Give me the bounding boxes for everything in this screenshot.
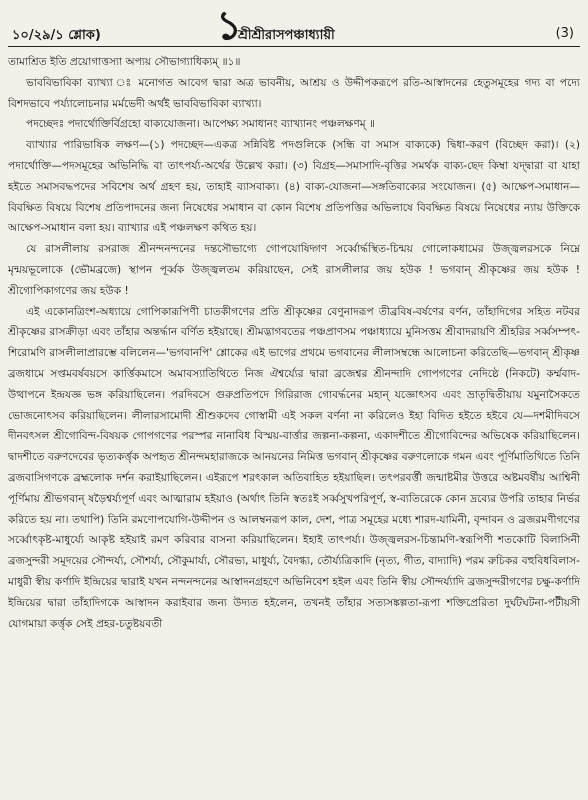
header-rule <box>8 46 580 47</box>
verse-reference: ১০/২৯/১ শ্লোক) <box>12 28 101 43</box>
paragraph: এই একোনত্রিংশ-অধ্যায়ে গোপিকারূপিণী চাতকীগণের প্রতি শ্রীকৃষ্ণের বেণুনাদরূপ তীব্রবিষ-বর্ষণের বর্ণন, তাঁহাদিগের সহিত নটবর শ্রীকৃষ্ণের রাসক্রীড়া এবং তাঁহার অন্তর্দ্ধান বর্ণিত হইয়াছে। শ্রীমদ্ভাগবতের পঞ্চপ্রাণসম পঞ্চাধ্যায়ে মুনিসত্তম শ্রীবাদরায়ণি শ্রীহরির সর্ব্বসম্পৎ-শিরোমণি রাসলীলাপ্রারম্ভে বলিলেন—'ভগবানপি' শ্লোকের এই ভাগের প্রথমে ভগবানের লীলাসম্বন্ধে আলোচনা করিতেছি—ভগবান্‌ শ্রীকৃষ্ণ ব্রজধামে সপ্তমবর্ষবয়সে কার্ত্তিকমাসে অমাবস্যাতিথিতে নিজ ঐশ্বর্য্যের দ্বারা ব্রজেশ্বর শ্রীনন্দাদি গোপগণের নেদিষ্ঠে (নিকটে) কর্ম্মবাদ-উত্থাপনে ইন্দ্রযজ্ঞ ভঙ্গ করিয়াছিলেন। পরদিবসে গুরুপ্রতিপদে গিরিরাজ গোবর্দ্ধনের মহান্‌ যজ্ঞোৎসব এবং ভ্রাতৃদ্বিতীয়ায় যমুনাসৈকতে ভোজনোৎসব করিয়াছিলেন। লীলারসামোদী শ্রীশুকদেব গোস্বামী এই সকল বর্ণনা না করিলেও ইহা বিদিত হইতে হইবে যে—দশমীদিবসে দীনবৎসল শ্রীগোবিন্দ-বিষয়ক গোপগণের পরস্পর নানাবিধ বিস্ময়-বার্ত্তার জল্পনা-কল্পনা, একাদশীতে শ্রীগোবিন্দের অভিষেক করিয়াছিলেন। দ্বাদশীতে বরুণদেবের ভৃত্যকর্ত্তৃক অপহৃত শ্রীনন্দমহারাজকে আনয়নের নিমিত্ত ভগবান্‌ শ্রীকৃষ্ণের বরুণলোকে গমন এবং পূর্ণিমাতিথিতে তিনি ব্রজবাসিগণকে ব্রহ্মলোক দর্শন করাইয়াছিলেন। এইরূপে শরৎকাল অতিবাহিত হইয়াছিল। তৎপরবর্ত্তী জন্মাষ্টমীর উত্তরে অষ্টমবর্ষীয় আশ্বিনী পূর্ণিমায় শ্রীভগবান্‌ ষড়ৈশ্বর্য্যপূর্ণ এবং আত্মারাম হইয়াও (অর্থাৎ তিনি স্বতঃই সর্ব্বসুখপরিপূর্ণ, স্ব-ব্যতিরেকে কোন দ্রব্যের উপরি তাহার নির্ভর করিতে হয় না। তথাপি) তিনি রমণোপযোগি-উদ্দীপন ও আলম্বনরূপ কাল, দেশ, পাত্র সমূহের মধ্যে শারদ-যামিনী, বৃন্দাবন ও ব্রজরমণীগণের সর্ব্বোৎকৃষ্ট-মাধুর্য্যে আকৃষ্ট হইয়াই রমণ করিবার বাসনা করিয়াছিলেন। ইহাই তাৎপর্য্য। উজ্জ্বলরস-চিন্তামণি-স্বরূপিণী শতকোটি বিলাসিনী ব্রজসুন্দরী সমূদয়ের সৌন্দর্য্য, সৌশর্য্য, সৌকুমার্য্য, সৌরভ্য, মাধুর্য্য, বৈদগ্ধ্য, তৌর্য্যত্রিকাদি (নৃত্য, গীত, বাদ্যাদি) পরম রুচিকর বহুবিধবিলাস-মাধুরী স্বীয় কর্ণাদি ইন্দ্রিয়ের দ্বারাই যখন নন্দনন্দনের আস্বাদনগ্রহণে অভিনিবেশ হইল এবং তিনি স্বীয় সৌন্দর্য্যাদি ব্রজসুন্দরীগণের চক্ষু-কর্ণাদি ইন্দ্রিয়ের দ্বারা তাঁহাদিগকে আস্বাদন করাইবার জন্য উদ্যত হইলেন, তখনই তাঁহার সত্যসঙ্কল্পতা-রূপা শক্তিপ্রেরিতা দুর্ঘটঘটনা-পটীয়সী যোগমায়া কর্ত্তৃক সেই প্রহর-চতুষ্টয়বতী <box>8 305 580 630</box>
paragraph: পদচ্ছেদঃ পদার্থোক্তির্বিগ্রহো বাক্যযোজনা। আপেক্ষ্য সমাধানং ব্যাখ্যানং পঞ্চলক্ষণম্‌ ॥ <box>26 118 376 131</box>
running-title: শ্রীশ্রীরাসপঞ্চাধ্যায়ী <box>238 28 335 43</box>
page-header <box>8 2 580 52</box>
paragraph: যে রাসলীলায় রসরাজ শ্রীনন্দনন্দনের দন্তসৌভাগ্যে গোপযোষিদ্গণ সর্ব্বোর্দ্ধস্থিত-চিন্ময় গোলোকধামের উজ্জ্বলরসকে নিম্নে মৃন্ময়ভূলোকে (ভৌমব্রজে) স্থাপন পূর্ব্বক উজ্জ্বলতম করিয়াছেন, সেই রাসলীলার জয় হউক ! ভগবান্‌ শ্রীকৃষ্ণের জয় হউক ! শ্রীগোপিকাগণের জয় হউক ! <box>8 243 580 297</box>
page-number: (3) <box>555 26 574 41</box>
paragraph: ব্যাখ্যার পারিভাষিক লক্ষণ—(১) পদচ্ছেদ—একত্র সন্নিবিষ্ট পদগুলিকে (সন্ধি বা সমাস বাক্যকে) দ্বিধা-করণ (বিচ্ছেদ করা)। (২) পদার্থোক্তি—পদসমূহের অভিনিদ্ধি বা তাৎপর্য্য-অর্থের উল্লেখ করা। (৩) বিগ্রহ—সমাসাদি-বৃত্তির সমর্থক বাক্য-ছেদ কিম্বা যদ্দ্বারা বা যাহা হইতে সমাসবদ্ধপদের সবিশেষ অর্থ গ্রহণ হয়, তাহাই ব্যাসবাক্য। (৪) বাক্য-যোজনা—সঙ্গতিবাক্যের সংযোজন। (৫) আক্ষেপ-সমাধান—বিবক্ষিত বিষয়ে বিশেষ প্রতিপাদনের জন্য নিষেধের সমাধান বা কোন বিশেষ প্রতিপত্তির অভিলাষে বিবক্ষিত বিষয়ে নিষেধের ন্যায় উক্তিকে আক্ষেপ-সমাধান বলা হয়। ব্যাখ্যার এই পঞ্চলক্ষণ কথিত হয়। <box>8 139 580 235</box>
handwritten-mark: ১ <box>216 2 242 49</box>
paragraph: ভাববিভাবিকা ব্যাখ্যা ঃ মনোগত আবেগ দ্বারা অত্র ভাবনীয়, আশ্রয় ও উদ্দীপকরূপে রতি-আস্বাদনের হেতুসমূহের গদ্য বা পদ্যে বিশদভাবে পর্য্যালোচনার মর্মভেদী অর্থই ভাববিভাবিকা ব্যাখ্যা। <box>8 76 580 110</box>
paragraph: তামাশ্রিত ইতি প্রয়োগাত্তস্যা অপ্যয় সৌভাগ্যাধিক্যম্‌ ॥১॥ <box>8 56 241 68</box>
body-text <box>8 52 580 634</box>
